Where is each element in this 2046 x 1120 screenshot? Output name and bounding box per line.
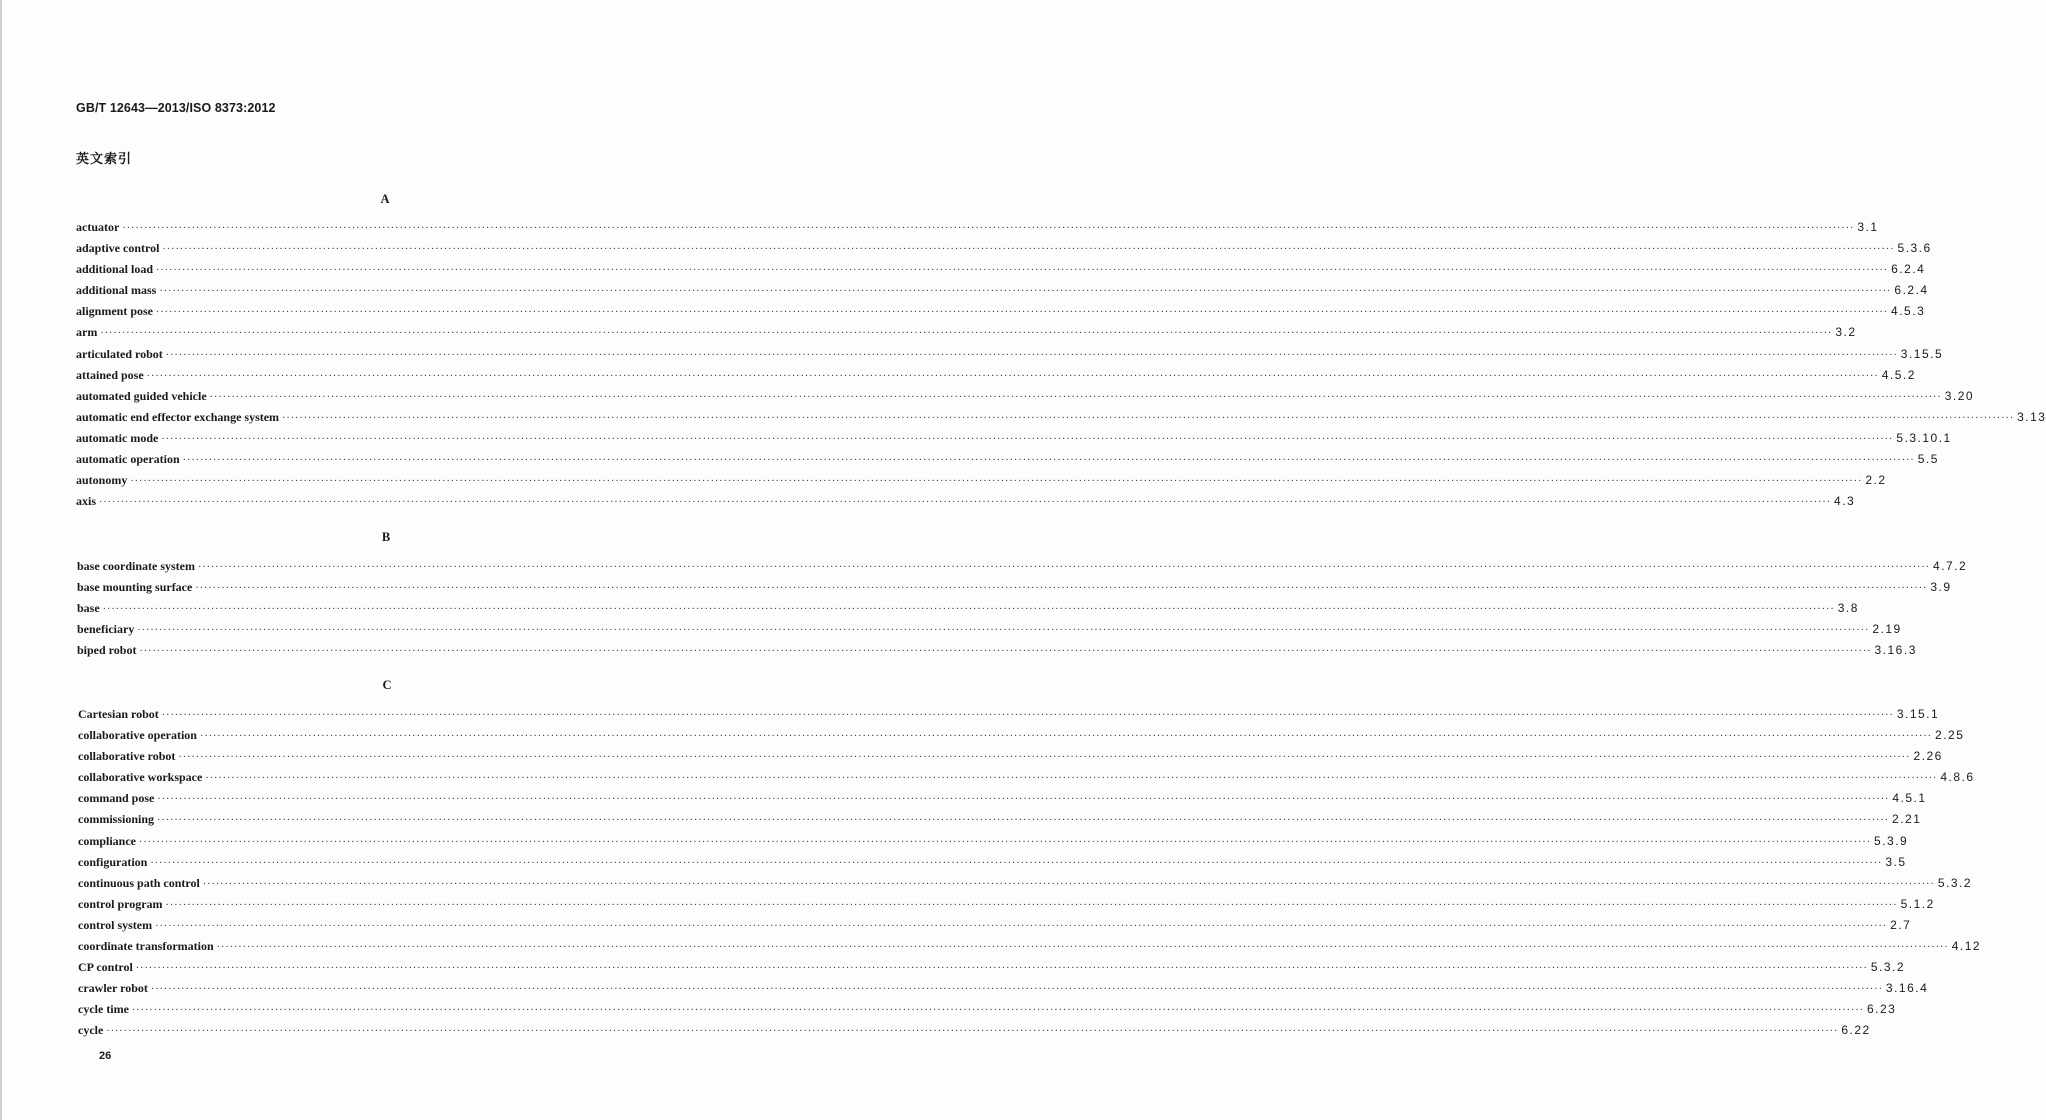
entry-reference: 4.5.1 bbox=[1892, 791, 1927, 806]
index-entry bbox=[76, 388, 1975, 410]
entry-term: compliance bbox=[78, 833, 136, 848]
dot-leader: ················································································································································································································································································································································································································ bbox=[156, 307, 1889, 319]
index-entry bbox=[77, 559, 1968, 580]
entry-term: base coordinate system bbox=[77, 559, 195, 573]
entry-term: beneficiary bbox=[77, 622, 135, 637]
dot-leader: ················································································································································································································································································································································································································ bbox=[122, 223, 1855, 234]
index-entry bbox=[78, 833, 1909, 855]
dot-leader: ················································································································································································································································································································································································································ bbox=[165, 349, 1898, 361]
index-entry bbox=[78, 791, 1927, 812]
entry-term: collaborative workspace bbox=[78, 770, 203, 785]
dot-leader: ················································································································································································································································································································································································································ bbox=[150, 984, 1883, 996]
index-entry bbox=[78, 875, 1973, 897]
entry-term: axis bbox=[76, 494, 97, 509]
dot-leader: ················································································································································································································································································································································································································ bbox=[199, 731, 1933, 743]
entry-reference: 3.15.5 bbox=[1900, 346, 1944, 361]
index-entry bbox=[76, 346, 1944, 368]
entry-term: commissioning bbox=[78, 812, 155, 827]
index-entry bbox=[77, 622, 1902, 643]
dot-leader: ················································································································································································································································································································································································································ bbox=[195, 583, 1928, 595]
entry-reference: 3.9 bbox=[1930, 580, 1952, 595]
index-entry bbox=[76, 473, 1887, 494]
entry-reference: 4.8.6 bbox=[1940, 770, 1975, 785]
entry-term: crawler robot bbox=[78, 981, 148, 996]
index-entry bbox=[77, 643, 1917, 664]
dot-leader: ················································································································································································································································································································································································································ bbox=[157, 815, 1890, 827]
index-entry bbox=[78, 981, 1929, 1002]
entry-reference: 2.7 bbox=[1890, 917, 1912, 932]
index-entry bbox=[76, 325, 1857, 346]
entry-term: automatic end effector exchange system bbox=[76, 409, 280, 424]
entry-reference: 4.3 bbox=[1834, 494, 1856, 509]
index-entry bbox=[78, 960, 1906, 981]
entry-term: cycle bbox=[78, 1023, 104, 1038]
entry-reference: 4.5.2 bbox=[1881, 367, 1916, 382]
dot-leader: ················································································································································································································································································································································································································ bbox=[150, 857, 1883, 869]
index-entry bbox=[76, 367, 1916, 389]
entry-term: base mounting surface bbox=[77, 580, 193, 595]
entry-reference: 6.22 bbox=[1841, 1023, 1871, 1038]
dot-leader: ················································································································································································································································································································································································································ bbox=[162, 244, 1895, 256]
entry-term: alignment pose bbox=[76, 304, 154, 319]
index-entry bbox=[76, 262, 1926, 283]
entry-term: control system bbox=[78, 917, 153, 932]
entry-reference: 4.7.2 bbox=[1933, 559, 1968, 573]
index-entry bbox=[76, 283, 1929, 304]
entry-term: base bbox=[77, 601, 100, 616]
entry-reference: 3.16.3 bbox=[1874, 643, 1917, 658]
page-number: 26 bbox=[99, 1050, 112, 1062]
entry-reference: 5.1.2 bbox=[1900, 896, 1935, 911]
entry-reference: 5.3.2 bbox=[1937, 875, 1973, 890]
entry-reference: 5.3.10.1 bbox=[1896, 430, 1952, 445]
entry-reference: 3.8 bbox=[1837, 601, 1859, 616]
section-letter-c: C bbox=[382, 678, 392, 692]
index-entry bbox=[76, 241, 1932, 262]
entry-reference: 3.5 bbox=[1885, 854, 1907, 869]
dot-leader: ················································································································································································································································································································································································································ bbox=[146, 370, 1879, 382]
dot-leader: ················································································································································································································································································································································································································ bbox=[99, 497, 1832, 509]
entry-reference: 2.2 bbox=[1865, 473, 1887, 488]
entry-reference: 4.5.3 bbox=[1891, 304, 1926, 319]
entry-term: control program bbox=[78, 896, 163, 911]
index-entry bbox=[78, 770, 1975, 791]
entry-reference: 5.3.2 bbox=[1870, 960, 1906, 975]
index-entry bbox=[77, 601, 1859, 622]
document-header: GB/T 12643—2013/ISO 8373:2012 bbox=[76, 101, 276, 115]
entry-reference: 3.16.4 bbox=[1885, 981, 1929, 996]
entry-term: collaborative robot bbox=[78, 749, 176, 764]
index-entry bbox=[78, 939, 1982, 960]
index-entry bbox=[76, 409, 2046, 431]
entry-term: actuator bbox=[76, 220, 120, 234]
dot-leader: ················································································································································································································································································································································································································ bbox=[197, 562, 1931, 573]
entry-term: biped robot bbox=[77, 643, 137, 658]
dot-leader: ················································································································································································································································································································································································································ bbox=[137, 625, 1870, 637]
dot-leader: ················································································································································································································································································································································································································ bbox=[159, 286, 1892, 298]
entry-reference: 3.20 bbox=[1944, 388, 1975, 403]
dot-leader: ················································································································································································································································································································································································································ bbox=[106, 1026, 1839, 1038]
entry-reference: 2.19 bbox=[1872, 622, 1902, 637]
dot-leader: ················································································································································································································································································································································································································ bbox=[161, 710, 1894, 721]
entry-term: cycle time bbox=[78, 1002, 129, 1017]
entry-term: coordinate transformation bbox=[78, 939, 214, 954]
index-title: 英文索引 bbox=[76, 152, 133, 167]
entry-term: articulated robot bbox=[76, 346, 163, 361]
dot-leader: ················································································································································································································································································································································································································ bbox=[216, 942, 1949, 954]
section-letter-b: B bbox=[381, 530, 391, 544]
entry-reference: 5.3.9 bbox=[1874, 833, 1909, 848]
index-entry bbox=[76, 430, 1952, 452]
entry-term: automated guided vehicle bbox=[76, 388, 207, 403]
dot-leader: ················································································································································································································································································································································································································ bbox=[100, 328, 1833, 340]
index-entry bbox=[78, 749, 1943, 770]
entry-reference: 3.2 bbox=[1835, 325, 1857, 340]
entry-reference: 6.23 bbox=[1867, 1002, 1897, 1017]
entry-reference: 3.13 bbox=[2017, 409, 2046, 424]
dot-leader: ················································································································································································································································································································································································································ bbox=[139, 836, 1872, 848]
index-entry bbox=[76, 452, 1939, 473]
dot-leader: ················································································································································································································································································································································································································ bbox=[205, 773, 1938, 785]
entry-reference: 2.26 bbox=[1913, 749, 1943, 764]
index-entry bbox=[76, 220, 1879, 241]
dot-leader: ················································································································································································································································································································································································································ bbox=[135, 963, 1868, 975]
dot-leader: ················································································································································································································································································································································································································ bbox=[102, 604, 1835, 616]
entry-term: additional mass bbox=[76, 283, 157, 298]
page-edge bbox=[0, 0, 2, 1120]
entry-term: continuous path control bbox=[78, 875, 200, 890]
entry-term: adaptive control bbox=[76, 241, 160, 256]
index-entry bbox=[77, 580, 1952, 601]
entry-reference: 3.15.1 bbox=[1896, 707, 1940, 721]
dot-leader: ················································································································································································································································································································································································································ bbox=[139, 646, 1872, 658]
index-entry bbox=[78, 896, 1935, 918]
dot-leader: ················································································································································································································································································································································································································ bbox=[131, 1005, 1864, 1017]
index-entry bbox=[78, 728, 1965, 749]
index-entry bbox=[76, 494, 1856, 515]
entry-term: attained pose bbox=[76, 367, 144, 382]
dot-leader: ················································································································································································································································································································································································································ bbox=[161, 433, 1894, 445]
index-entry bbox=[78, 1002, 1897, 1023]
dot-leader: ················································································································································································································································································································································································································ bbox=[182, 455, 1915, 467]
entry-term: collaborative operation bbox=[78, 728, 197, 743]
index-entry bbox=[78, 812, 1922, 833]
entry-reference: 6.2.4 bbox=[1891, 262, 1926, 277]
entry-term: autonomy bbox=[76, 473, 128, 488]
index-entry bbox=[78, 917, 1912, 939]
index-entry bbox=[78, 854, 1907, 876]
entry-term: arm bbox=[76, 325, 98, 340]
entry-term: CP control bbox=[78, 960, 133, 975]
entry-reference: 2.25 bbox=[1935, 728, 1965, 743]
dot-leader: ················································································································································································································································································································································································································ bbox=[209, 391, 1942, 403]
entry-reference: 5.5 bbox=[1917, 452, 1939, 467]
entry-term: additional load bbox=[76, 262, 154, 277]
entry-reference: 6.2.4 bbox=[1894, 283, 1929, 298]
dot-leader: ················································································································································································································································································································································································································ bbox=[157, 794, 1890, 806]
entry-term: command pose bbox=[78, 791, 155, 806]
entry-list-a bbox=[76, 220, 2046, 515]
dot-leader: ················································································································································································································································································································································································································ bbox=[282, 412, 2015, 424]
entry-reference: 3.1 bbox=[1857, 220, 1879, 234]
entry-reference: 5.3.6 bbox=[1897, 241, 1932, 256]
dot-leader: ················································································································································································································································································································································································································ bbox=[178, 752, 1911, 764]
index-entry bbox=[78, 707, 1940, 728]
index-entry bbox=[76, 304, 1926, 325]
entry-term: automatic operation bbox=[76, 452, 180, 467]
entry-term: Cartesian robot bbox=[78, 707, 159, 721]
entry-reference: 2.21 bbox=[1892, 812, 1922, 827]
dot-leader: ················································································································································································································································································································································································································ bbox=[155, 920, 1888, 932]
entry-list-c bbox=[78, 707, 1982, 1045]
index-entry bbox=[78, 1023, 1871, 1044]
dot-leader: ················································································································································································································································································································································································································ bbox=[156, 265, 1889, 277]
entry-term: automatic mode bbox=[76, 430, 159, 445]
entry-reference: 4.12 bbox=[1951, 939, 1982, 954]
dot-leader: ················································································································································································································································································································································································································ bbox=[165, 899, 1898, 911]
entry-list-b bbox=[77, 559, 1968, 664]
entry-term: configuration bbox=[78, 854, 148, 869]
dot-leader: ················································································································································································································································································································································································································ bbox=[202, 878, 1935, 890]
section-letter-a: A bbox=[380, 192, 390, 206]
dot-leader: ················································································································································································································································································································································································································ bbox=[130, 476, 1863, 488]
